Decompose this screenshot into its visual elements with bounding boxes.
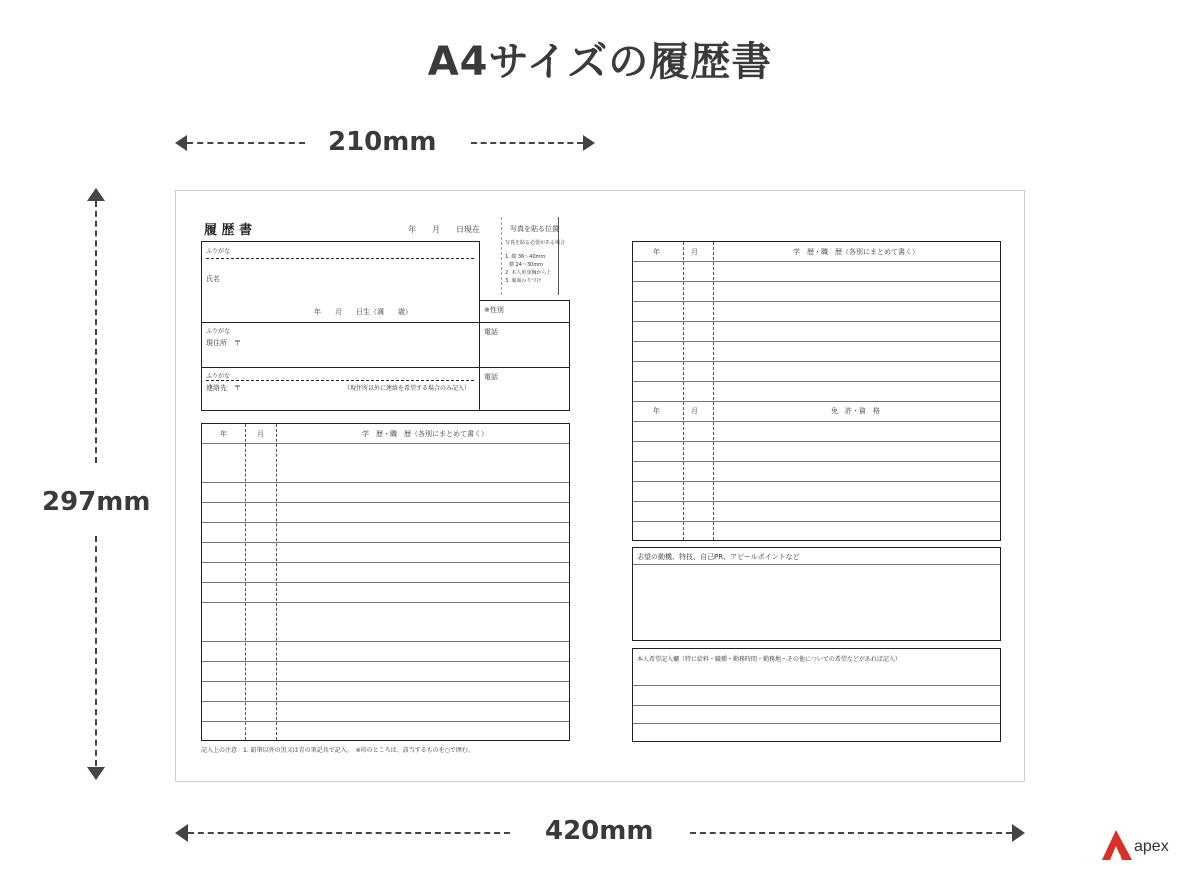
education-history-table-left (201, 423, 570, 741)
photo-box-line: 横 24〜30mm (509, 262, 544, 268)
furigana-label: ふりがな (206, 248, 231, 255)
apex-logo (1100, 828, 1190, 864)
month-header: 月 (691, 248, 698, 256)
history-header: 学 歴・職 歴（各別にまとめて書く） (793, 248, 919, 256)
photo-box-line: 写真を貼る必要がある場合 (505, 240, 566, 246)
request-label: 本人希望記入欄（特に給料・職種・勤務時間・勤務地・その他についての希望などがあれば記入） (637, 656, 901, 663)
height-dimension-arrow (84, 188, 108, 780)
contact-note: （現住所以外に連絡を希望する場合のみ記入） (344, 385, 471, 392)
education-history-table-right (632, 241, 1001, 541)
date-line: 年 月 日現在 (408, 225, 480, 234)
motivation-label: 志望の動機、特技、自己PR、アピールポイントなど (637, 553, 800, 561)
apex-logo-icon (1100, 828, 1134, 862)
license-month-header: 月 (691, 407, 698, 415)
gender-label: ※性別 (484, 306, 504, 314)
year-header: 年 (220, 430, 227, 438)
furigana-label: ふりがな (206, 373, 231, 380)
history-header: 学 歴・職 歴（各別にまとめて書く） (362, 430, 488, 438)
motivation-box (632, 547, 1001, 641)
month-header: 月 (257, 430, 264, 438)
name-label: 氏名 (206, 275, 220, 283)
contact-label: 連絡先 〒 (206, 384, 241, 392)
personal-info-box (201, 241, 480, 411)
width-a4-label: 210mm (328, 127, 437, 157)
height-label: 297mm (42, 487, 151, 517)
phone-label: 電話 (484, 328, 498, 336)
photo-box-line: 1. 縦 36〜40mm (505, 254, 546, 260)
photo-box-line: 3. 裏面のりづけ (505, 278, 542, 284)
personal-request-box (632, 648, 1001, 742)
contact-phone-label: 電話 (484, 373, 498, 381)
photo-box (501, 217, 566, 295)
photo-box-line: 写真を貼る位置 (510, 225, 559, 233)
resume-sheet (175, 190, 1025, 782)
footnote: 記入上の注意 1. 鉛筆以外の黒又は青の筆記具で記入。 ※印のところは、該当するものを○で囲む。 (201, 747, 474, 754)
photo-box-line: 2. 本人単身胸から上 (505, 270, 552, 276)
birth-line: 年 月 日生（満 歳） (314, 308, 412, 316)
license-year-header: 年 (653, 407, 660, 415)
width-a3-label: 420mm (545, 816, 654, 846)
logo-text: apex (1134, 838, 1169, 855)
resume-heading: 履 歴 書 (204, 223, 253, 238)
page-title: A4サイズの履歴書 (427, 39, 773, 85)
year-header: 年 (653, 248, 660, 256)
gender-phone-box (479, 300, 570, 411)
address-label: 現住所 〒 (206, 339, 241, 347)
furigana-label: ふりがな (206, 328, 231, 335)
license-header: 免 許・資 格 (831, 407, 880, 415)
